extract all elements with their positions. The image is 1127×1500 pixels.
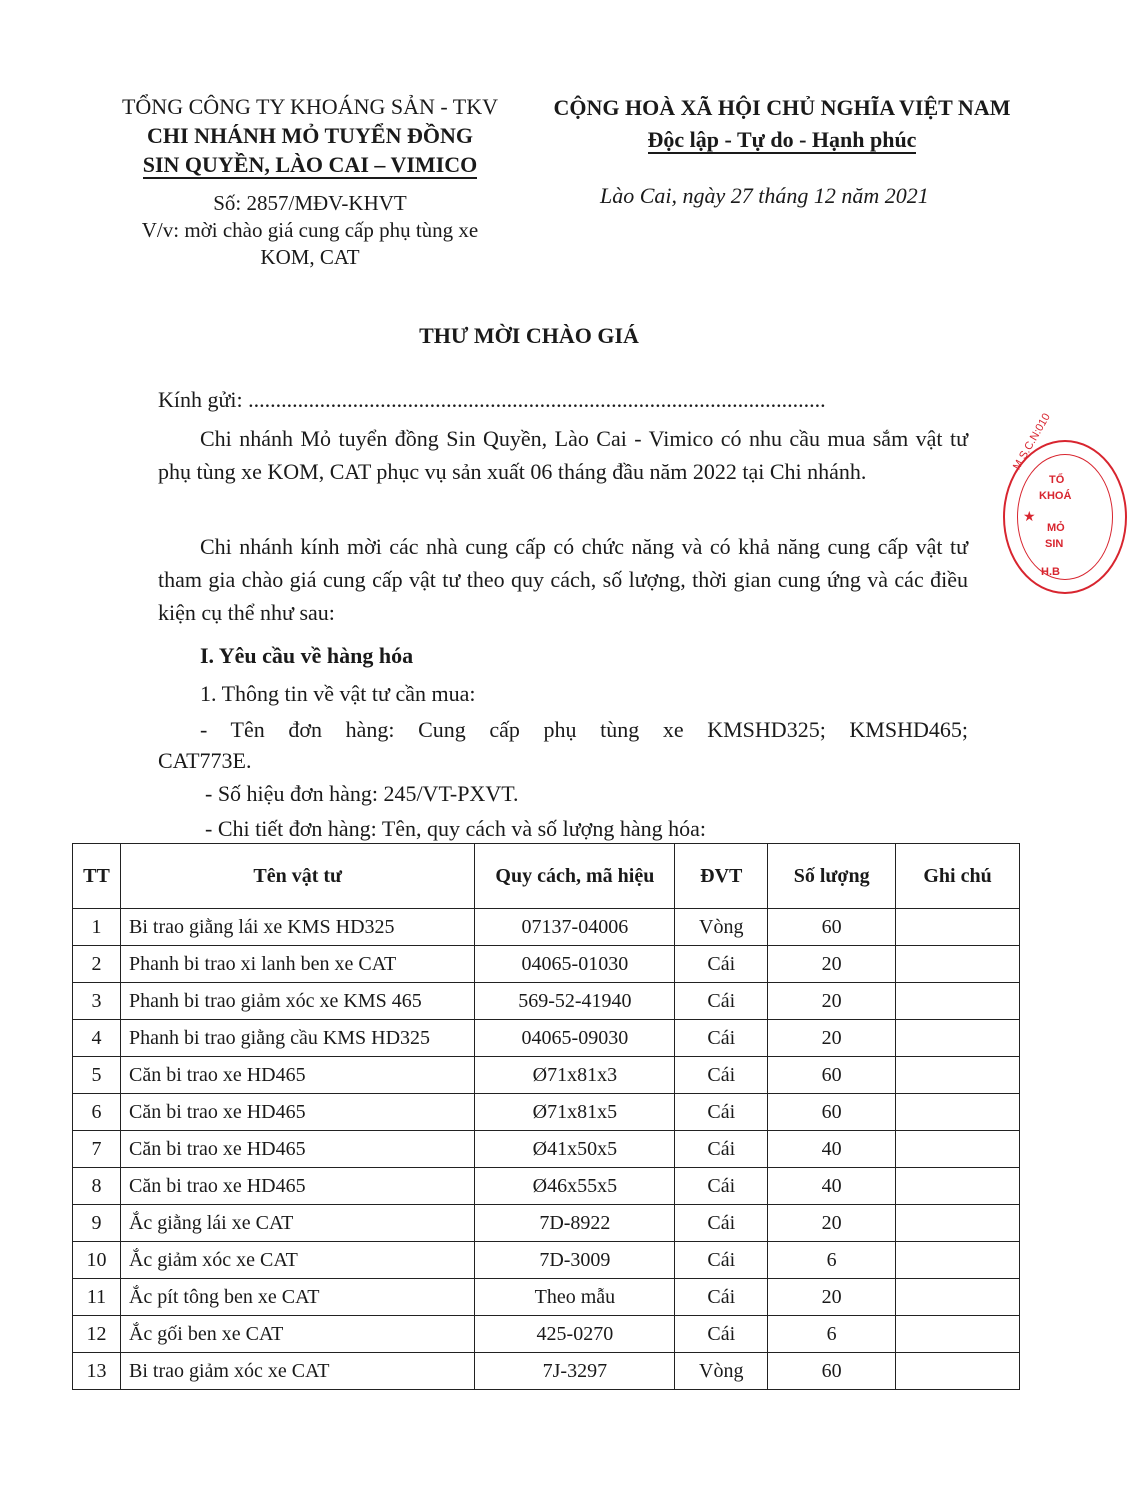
cell-spec: 569-52-41940 (475, 983, 675, 1020)
document-title: THƯ MỜI CHÀO GIÁ (419, 323, 639, 348)
header-note: Ghi chú (896, 844, 1020, 909)
cell-quantity: 20 (768, 946, 896, 983)
branch-name-line1: CHI NHÁNH MỎ TUYỂN ĐỒNG (147, 123, 473, 148)
subject-line2: KOM, CAT (260, 245, 360, 269)
items-table (72, 843, 1020, 1390)
order-details: - Chi tiết đơn hàng: Tên, quy cách và số lượng hàng hóa: (205, 816, 706, 841)
cell-tt: 12 (73, 1316, 121, 1353)
cell-tt: 6 (73, 1094, 121, 1131)
table-row (73, 1279, 1020, 1316)
cell-quantity: 20 (768, 1279, 896, 1316)
official-seal (1003, 411, 1127, 594)
cell-note (896, 1020, 1020, 1057)
cell-item-name: Bi trao giảm xóc xe CAT (120, 1353, 474, 1390)
table-row (73, 1205, 1020, 1242)
cell-note (896, 1057, 1020, 1094)
paragraph-intro: Chi nhánh Mỏ tuyển đồng Sin Quyền, Lào Cai - Vimico có nhu cầu mua sắm vật tư phụ tùng xe KOM, CAT phục vụ sản xuất 06 tháng đầu năm 2022 tại Chi nhánh. (158, 426, 968, 484)
cell-tt: 1 (73, 909, 121, 946)
header-item-name: Tên vật tư (120, 844, 474, 909)
cell-item-name: Căn bi trao xe HD465 (120, 1094, 474, 1131)
cell-unit: Cái (675, 1242, 768, 1279)
cell-unit: Cái (675, 1279, 768, 1316)
table-row (73, 983, 1020, 1020)
document-reference (100, 190, 520, 271)
cell-item-name: Căn bi trao xe HD465 (120, 1057, 474, 1094)
document-date: Lào Cai, ngày 27 tháng 12 năm 2021 (600, 183, 929, 208)
organization-header (100, 92, 520, 179)
cell-note (896, 1279, 1020, 1316)
cell-tt: 9 (73, 1205, 121, 1242)
cell-tt: 8 (73, 1168, 121, 1205)
cell-note (896, 1353, 1020, 1390)
cell-item-name: Căn bi trao xe HD465 (120, 1131, 474, 1168)
cell-quantity: 6 (768, 1316, 896, 1353)
cell-tt: 10 (73, 1242, 121, 1279)
cell-tt: 13 (73, 1353, 121, 1390)
seal-text-3: MỎ (1047, 522, 1065, 534)
cell-spec: Ø71x81x3 (475, 1057, 675, 1094)
cell-item-name: Phanh bi trao xi lanh ben xe CAT (120, 946, 474, 983)
order-name-line1: - Tên đơn hàng: Cung cấp phụ tùng xe KMSHD325; KMSHD465; (200, 717, 968, 742)
table-row (73, 1020, 1020, 1057)
table-row (73, 1168, 1020, 1205)
cell-unit: Vòng (675, 1353, 768, 1390)
header-spec: Quy cách, mã hiệu (475, 844, 675, 909)
cell-unit: Cái (675, 946, 768, 983)
cell-quantity: 60 (768, 909, 896, 946)
table-row (73, 1353, 1020, 1390)
table-row (73, 1094, 1020, 1131)
cell-item-name: Ắc pít tông ben xe CAT (120, 1279, 474, 1316)
cell-unit: Cái (675, 1094, 768, 1131)
seal-star-icon: ★ (1023, 508, 1036, 524)
cell-tt: 2 (73, 946, 121, 983)
cell-unit: Cái (675, 1057, 768, 1094)
cell-quantity: 6 (768, 1242, 896, 1279)
cell-spec: Ø46x55x5 (475, 1168, 675, 1205)
seal-text-4: SIN (1045, 538, 1064, 550)
cell-spec: 7D-8922 (475, 1205, 675, 1242)
table-row (73, 1316, 1020, 1353)
cell-quantity: 20 (768, 1205, 896, 1242)
cell-tt: 3 (73, 983, 121, 1020)
header-quantity: Số lượng (768, 844, 896, 909)
cell-item-name: Căn bi trao xe HD465 (120, 1168, 474, 1205)
table-row (73, 909, 1020, 946)
section-heading: I. Yêu cầu về hàng hóa (200, 643, 414, 668)
cell-note (896, 1094, 1020, 1131)
cell-item-name: Ắc giảm xóc xe CAT (120, 1242, 474, 1279)
paragraph-invitation: Chi nhánh kính mời các nhà cung cấp có chức năng và có khả năng cung cấp vật tư tham gia chào giá cung cấp vật tư theo quy cách, số lượng, thời gian cung ứng và các điều kiện cụ thể như sau: (158, 534, 968, 625)
cell-unit: Vòng (675, 909, 768, 946)
cell-quantity: 60 (768, 1057, 896, 1094)
cell-tt: 7 (73, 1131, 121, 1168)
cell-quantity: 20 (768, 1020, 896, 1057)
seal-text-5: H.B (1041, 566, 1060, 578)
table-row (73, 946, 1020, 983)
cell-spec: Theo mẫu (475, 1279, 675, 1316)
cell-item-name: Ắc giằng lái xe CAT (120, 1205, 474, 1242)
subject-line1: V/v: mời chào giá cung cấp phụ tùng xe (141, 218, 479, 242)
cell-spec: Ø41x50x5 (475, 1131, 675, 1168)
document-number: Số: 2857/MĐV-KHVT (213, 191, 407, 215)
seal-text-outer: M.S.C.N:010 (1011, 411, 1053, 472)
cell-spec: Ø71x81x5 (475, 1094, 675, 1131)
cell-item-name: Ắc gối ben xe CAT (120, 1316, 474, 1353)
parent-company: TỔNG CÔNG TY KHOÁNG SẢN - TKV (121, 94, 499, 119)
cell-unit: Cái (675, 1316, 768, 1353)
cell-note (896, 909, 1020, 946)
header-tt: TT (73, 844, 121, 909)
cell-item-name: Phanh bi trao giằng cầu KMS HD325 (120, 1020, 474, 1057)
cell-spec: 04065-09030 (475, 1020, 675, 1057)
table-row (73, 1057, 1020, 1094)
cell-note (896, 1242, 1020, 1279)
cell-tt: 5 (73, 1057, 121, 1094)
cell-unit: Cái (675, 1168, 768, 1205)
table-row (73, 1131, 1020, 1168)
cell-item-name: Bi trao giằng lái xe KMS HD325 (120, 909, 474, 946)
seal-text-2: KHOÁ (1039, 490, 1072, 502)
cell-note (896, 946, 1020, 983)
salutation: Kính gửi: ......................................................................................................... (158, 387, 826, 412)
seal-text-1: TỔ (1049, 474, 1065, 486)
cell-unit: Cái (675, 1020, 768, 1057)
cell-item-name: Phanh bi trao giảm xóc xe KMS 465 (120, 983, 474, 1020)
header-unit: ĐVT (675, 844, 768, 909)
cell-quantity: 60 (768, 1094, 896, 1131)
cell-quantity: 40 (768, 1168, 896, 1205)
cell-unit: Cái (675, 1131, 768, 1168)
cell-note (896, 983, 1020, 1020)
cell-spec: 04065-01030 (475, 946, 675, 983)
cell-quantity: 20 (768, 983, 896, 1020)
cell-unit: Cái (675, 983, 768, 1020)
cell-tt: 4 (73, 1020, 121, 1057)
cell-spec: 425-0270 (475, 1316, 675, 1353)
cell-unit: Cái (675, 1205, 768, 1242)
cell-spec: 7D-3009 (475, 1242, 675, 1279)
cell-spec: 7J-3297 (475, 1353, 675, 1390)
national-motto: Độc lập - Tự do - Hạnh phúc (647, 127, 917, 152)
cell-quantity: 40 (768, 1131, 896, 1168)
cell-note (896, 1131, 1020, 1168)
order-name-line2: CAT773E. (158, 748, 252, 773)
national-header (532, 92, 1032, 156)
branch-name-line2: SIN QUYỀN, LÀO CAI – VIMICO (142, 152, 478, 177)
cell-tt: 11 (73, 1279, 121, 1316)
subheading: 1. Thông tin về vật tư cần mua: (200, 681, 476, 706)
cell-quantity: 60 (768, 1353, 896, 1390)
cell-spec: 07137-04006 (475, 909, 675, 946)
cell-note (896, 1168, 1020, 1205)
cell-note (896, 1205, 1020, 1242)
national-title: CỘNG HOÀ XÃ HỘI CHỦ NGHĨA VIỆT NAM (553, 95, 1011, 120)
order-number: - Số hiệu đơn hàng: 245/VT-PXVT. (205, 781, 519, 806)
table-row (73, 1242, 1020, 1279)
cell-note (896, 1316, 1020, 1353)
table-header-row (73, 844, 1020, 909)
